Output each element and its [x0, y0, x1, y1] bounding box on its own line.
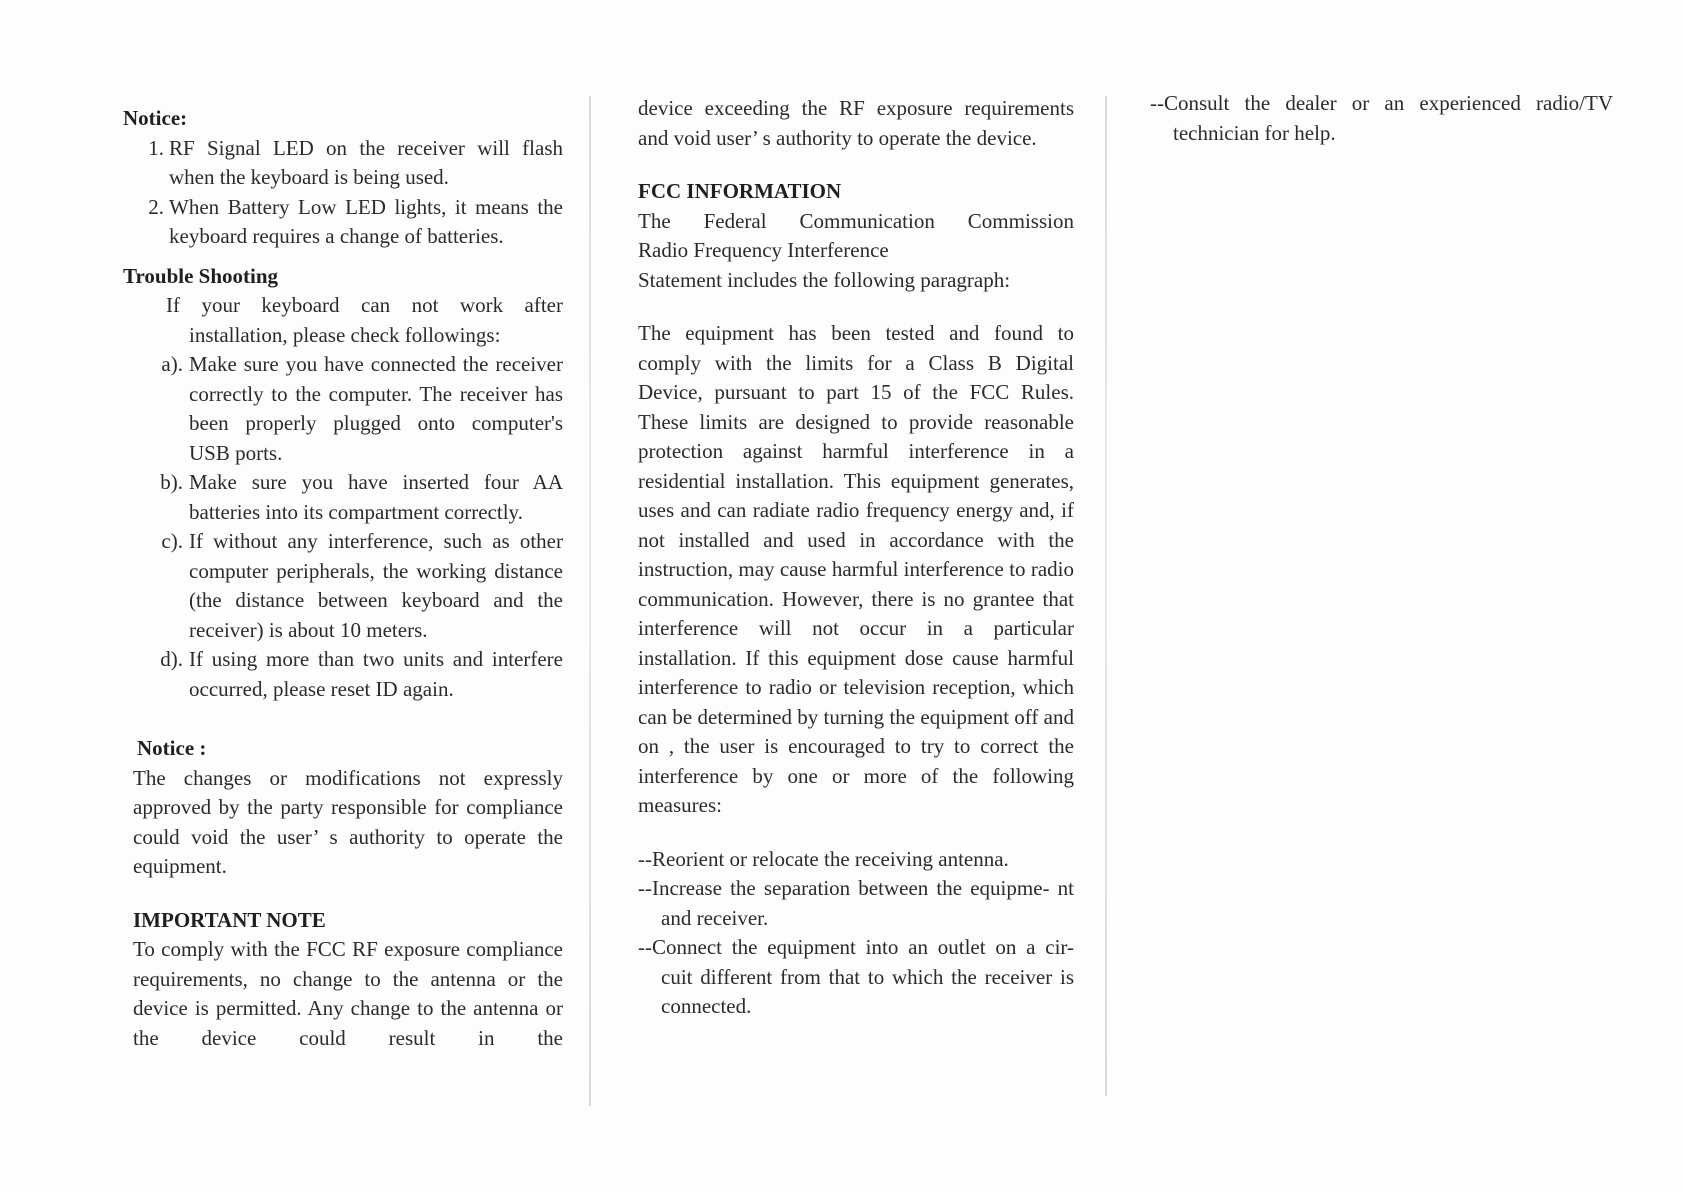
- column-3: [1150, 89, 1613, 148]
- fcc-statement-text: The equipment has been tested and found to comply with the limits for a Class B Digital Device, pursuant to part 15 of the FCC Rules. These limits are designed to provide reasonable protection against harmful interference in a residential installation. This equipment generates, uses and can radiate radio frequency energy and, if not installed and used in accordance with the instruction, may cause harmful interference to radio communication. However, there is no grantee that interference will not occur in a particular installation. If this equipment dose cause harmful interference to radio or television reception, which can be determined by turning the equipment off and on , the user is encouraged to try to correct the interference by one or more of the following measures:: [638, 321, 1074, 817]
- fold-line-1: [589, 96, 591, 1106]
- item-text: When Battery Low LED lights, it means the keyboard requires a change of batteries.: [169, 194, 563, 248]
- item-number: 1.: [148, 135, 164, 160]
- trouble-item: [123, 350, 563, 468]
- item-number: 2.: [148, 194, 164, 219]
- notice-item: [123, 193, 563, 252]
- column-2: [638, 94, 1074, 1022]
- continued-text: device exceeding the RF exposure requirements and void user’ s authority to operate the device.: [638, 96, 1074, 150]
- item-letter: a).: [161, 352, 183, 376]
- measure-item: --Consult the dealer or an experienced radio/TV technician for help.: [1150, 91, 1613, 145]
- notice-item: [123, 134, 563, 193]
- notice-heading-2: Notice :: [137, 736, 207, 760]
- measure-item: --Reorient or relocate the receiving antenna.: [638, 846, 1009, 871]
- intro-line: If your keyboard can not work after: [166, 293, 563, 317]
- measure-item: --Increase the separation between the equipme- nt and receiver.: [638, 876, 1074, 930]
- fcc-intro-line: The Federal Communication Commission: [638, 208, 1074, 233]
- important-note-text: To comply with the FCC RF exposure compliance requirements, no change to the antenna or the device is permitted. Any change to the antenna or the device could result in the: [133, 937, 563, 1050]
- fcc-intro-line: Radio Frequency Interference: [638, 238, 889, 262]
- item-text: RF Signal LED on the receiver will flash when the keyboard is being used.: [169, 135, 563, 189]
- notice-text: The changes or modifications not expressly approved by the party responsible for compliance could void the user’ s authority to operate the equipment.: [133, 765, 563, 878]
- item-text: Make sure you have connected the receiver correctly to the computer. The receiver has been properly plugged onto computer's USB ports.: [189, 352, 563, 465]
- column-1: [123, 104, 563, 1053]
- item-letter: b).: [160, 470, 183, 494]
- important-note-heading: IMPORTANT NOTE: [133, 907, 326, 932]
- trouble-item: [123, 527, 563, 645]
- trouble-item: [123, 468, 563, 527]
- notice-heading: Notice:: [123, 106, 188, 130]
- item-letter: c).: [161, 529, 183, 553]
- trouble-item: [123, 645, 563, 704]
- trouble-shooting-heading: Trouble Shooting: [123, 263, 279, 288]
- item-text: If using more than two units and interfere occurred, please reset ID again.: [189, 647, 563, 701]
- intro-line: installation, please check followings:: [189, 322, 501, 347]
- item-text: If without any interference, such as other computer peripherals, the working distance (the distance between keyboard and the receiver) is about 10 meters.: [189, 529, 563, 642]
- trouble-shooting-intro: [123, 291, 563, 350]
- item-text: Make sure you have inserted four AA batteries into its compartment correctly.: [189, 470, 563, 524]
- fold-line-2: [1105, 96, 1107, 1096]
- fcc-information-heading: FCC INFORMATION: [638, 179, 842, 203]
- fcc-intro-line: Statement includes the following paragraph:: [638, 267, 1011, 292]
- item-letter: d).: [160, 647, 183, 671]
- measure-item: --Connect the equipment into an outlet on a cir- cuit different from that to which the receiver is connected.: [638, 935, 1074, 1018]
